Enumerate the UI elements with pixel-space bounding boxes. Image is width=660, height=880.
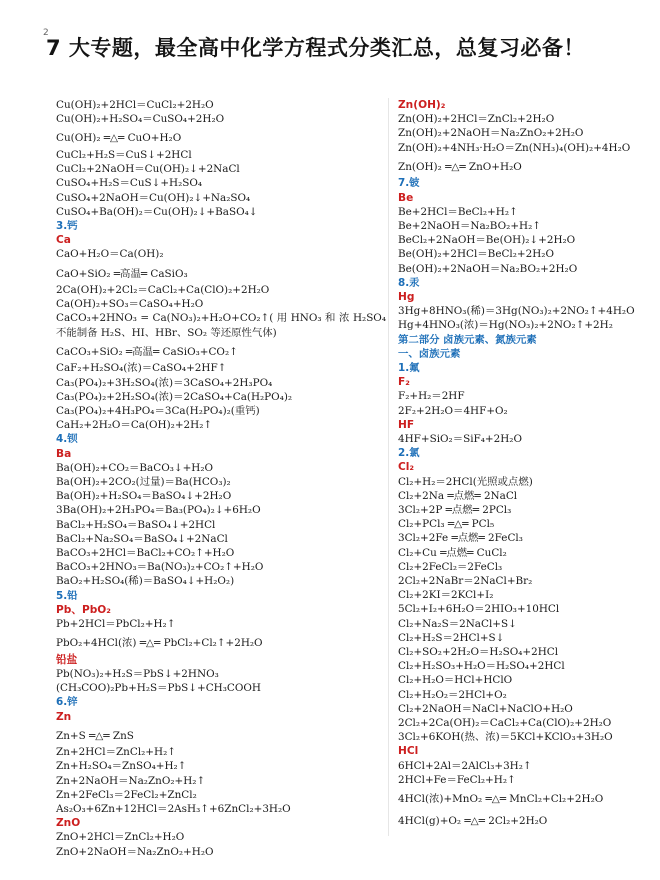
equation-line: BaCl₂+H₂SO₄＝BaSO₄↓+2HCl xyxy=(56,518,216,531)
section-heading: 1.氟 xyxy=(398,361,420,374)
section-heading: 第二部分 卤族元素、氮族元素 xyxy=(398,333,537,346)
equation-line: Cl₂+2FeCl₂＝2FeCl₃ xyxy=(398,560,503,573)
substance-heading: ZnO xyxy=(56,817,81,830)
equation-line: Ca₃(PO₄)₂+2H₂SO₄(浓)＝2CaSO₄+Ca(H₂PO₄)₂ xyxy=(56,390,293,403)
section-heading: 一、卤族元素 xyxy=(398,347,461,360)
left-equation-column xyxy=(56,98,386,859)
section-heading: 6.锌 xyxy=(56,696,78,709)
equation-line: BaCl₂+Na₂SO₄＝BaSO₄↓+2NaCl xyxy=(56,532,228,545)
section-heading: 5.铅 xyxy=(56,589,78,602)
equation-line: 5Cl₂+I₂+6H₂O＝2HIO₃+10HCl xyxy=(398,603,560,616)
page-title: 7 大专题，最全高中化学方程式分类汇总，总复习必备！ xyxy=(46,36,585,60)
equation-line: Cl₂+H₂O₂＝2HCl+O₂ xyxy=(398,688,507,701)
equation-line: Pb+2HCl＝PbCl₂+H₂↑ xyxy=(56,618,176,630)
equation-line: CuCl₂+2NaOH＝Cu(OH)₂↓+2NaCl xyxy=(56,163,240,176)
equation-line: BeCl₂+2NaOH＝Be(OH)₂↓+2H₂O xyxy=(398,234,576,247)
equation-line: CuSO₄+Ba(OH)₂＝Cu(OH)₂↓+BaSO₄↓ xyxy=(56,205,258,218)
substance-heading: 铅盐 xyxy=(56,653,78,666)
substance-heading: Ba xyxy=(56,447,72,460)
equation-line: Be+2NaOH＝Na₂BO₂+H₂↑ xyxy=(398,219,541,232)
equation-line: ZnO+2NaOH＝Na₂ZnO₂+H₂O xyxy=(56,845,214,858)
substance-heading: Ca xyxy=(56,234,71,247)
equation-line: Ba(OH)₂+H₂SO₄＝BaSO₄↓+2H₂O xyxy=(56,490,232,503)
substance-heading: HF xyxy=(398,418,415,431)
equation-line: Be(OH)₂+2HCl＝BeCl₂+2H₂O xyxy=(398,248,554,261)
equation-line: Ca₃(PO₄)₂+3H₂SO₄(浓)＝3CaSO₄+2H₃PO₄ xyxy=(56,376,273,389)
equation-line: CuCl₂+H₂S＝CuS↓+2HCl xyxy=(56,148,192,161)
equation-line: Cl₂+Cu ═点燃═ CuCl₂ xyxy=(398,546,507,559)
equation-line: 2Cl₂+2NaBr＝2NaCl+Br₂ xyxy=(398,575,533,587)
equation-line: Zn+2FeCl₃＝2FeCl₂+ZnCl₂ xyxy=(56,788,197,801)
equation-line: Be+2HCl＝BeCl₂+H₂↑ xyxy=(398,205,518,218)
section-heading: 2.氯 xyxy=(398,447,420,460)
equation-line: 3Cl₂+2Fe ═点燃═ 2FeCl₃ xyxy=(398,532,523,545)
section-heading: 7.铍 xyxy=(398,177,420,190)
equation-line: Cl₂+2Na ═点燃═ 2NaCl xyxy=(398,489,518,502)
equation-line: Cl₂+H₂SO₃+H₂O＝H₂SO₄+2HCl xyxy=(398,660,565,673)
equation-line: CuSO₄+2NaOH＝Cu(OH)₂↓+Na₂SO₄ xyxy=(56,191,251,204)
equation-line: Zn+2HCl＝ZnCl₂+H₂↑ xyxy=(56,746,176,759)
equation-line: F₂+H₂＝2HF xyxy=(398,390,465,403)
equation-line: As₂O₃+6Zn+12HCl＝2AsH₃↑+6ZnCl₂+3H₂O xyxy=(56,803,291,816)
substance-heading: Cl₂ xyxy=(398,461,415,474)
equation-line: Zn(OH)₂ ═△═ ZnO+H₂O xyxy=(398,160,522,173)
equation-line: Zn(OH)₂+4NH₃·H₂O＝Zn(NH₃)₄(OH)₂+4H₂O xyxy=(398,141,631,154)
page-mark: 2 xyxy=(43,28,49,38)
equation-line: CaO+H₂O＝Ca(OH)₂ xyxy=(56,248,164,261)
equation-line: Cl₂+SO₂+2H₂O＝H₂SO₄+2HCl xyxy=(398,646,559,659)
equation-line: Cu(OH)₂ ═△═ CuO+H₂O xyxy=(56,132,182,145)
equation-line: CaCO₃+SiO₂ ═高温═ CaSiO₃+CO₂↑ xyxy=(56,345,238,358)
equation-line: Ca₃(PO₄)₂+4H₃PO₄＝3Ca(H₂PO₄)₂(重钙) xyxy=(56,404,260,417)
equation-line: Zn(OH)₂+2NaOH＝Na₂ZnO₂+2H₂O xyxy=(398,127,584,140)
equation-line: ZnO+2HCl＝ZnCl₂+H₂O xyxy=(56,831,185,844)
column-divider xyxy=(388,98,389,836)
equation-line: 4HF+SiO₂＝SiF₄+2H₂O xyxy=(398,432,522,445)
equation-line: 6HCl+2Al＝2AlCl₃+3H₂↑ xyxy=(398,759,532,772)
equation-line: BaO₂+H₂SO₄(稀)＝BaSO₄↓+H₂O₂) xyxy=(56,575,235,588)
equation-line: Cl₂+H₂＝2HCl(光照或点燃) xyxy=(398,475,533,488)
substance-heading: HCl xyxy=(398,745,419,758)
substance-heading: F₂ xyxy=(398,376,410,389)
equation-line: 4HCl(浓)+MnO₂ ═△═ MnCl₂+Cl₂+2H₂O xyxy=(398,793,604,806)
equation-line: (CH₃COO)₂Pb+H₂S＝PbS↓+CH₃COOH xyxy=(56,682,261,695)
equation-line: 2HCl+Fe＝FeCl₂+H₂↑ xyxy=(398,773,516,786)
right-equation-column xyxy=(398,98,648,830)
equation-line: Cu(OH)₂+2HCl＝CuCl₂+2H₂O xyxy=(56,99,214,111)
equation-line: Zn+S ═△═ ZnS xyxy=(56,729,134,742)
section-heading: 8.汞 xyxy=(398,276,420,289)
equation-line: Cl₂+Na₂S＝2NaCl+S↓ xyxy=(398,617,517,630)
equation-line: BaCO₃+2HCl＝BaCl₂+CO₂↑+H₂O xyxy=(56,546,235,559)
equation-line: Cl₂+2KI＝2KCl+I₂ xyxy=(398,589,494,602)
equation-line: 3Hg+8HNO₃(稀)＝3Hg(NO₃)₂+2NO₂↑+4H₂O xyxy=(398,305,635,318)
equation-line: CuSO₄+H₂S＝CuS↓+H₂SO₄ xyxy=(56,177,203,190)
equation-line: Cl₂+2NaOH＝NaCl+NaClO+H₂O xyxy=(398,702,573,715)
equation-line: Zn+2NaOH＝Na₂ZnO₂+H₂↑ xyxy=(56,774,206,787)
equation-line: Cu(OH)₂+H₂SO₄＝CuSO₄+2H₂O xyxy=(56,113,225,126)
equation-line: Hg+4HNO₃(浓)＝Hg(NO₃)₂+2NO₂↑+2H₂ xyxy=(398,319,613,332)
equation-line: 4HCl(g)+O₂ ═△═ 2Cl₂+2H₂O xyxy=(398,814,548,827)
equation-line: CaO+SiO₂ ═高温═ CaSiO₃ xyxy=(56,267,188,280)
equation-line: Zn(OH)₂+2HCl＝ZnCl₂+2H₂O xyxy=(398,113,555,126)
page-header xyxy=(0,0,660,78)
equation-line: CaCO₃+2HNO₃ = Ca(NO₃)₂+H₂O+CO₂↑( 用 HNO₃ 和 浓 H₂SO₄ 不能制备 H₂S、HI、HBr、SO₂ 等还原性气体) xyxy=(56,312,386,339)
substance-heading: Zn xyxy=(56,710,72,723)
equation-line: Ca(OH)₂+SO₃＝CaSO₄+H₂O xyxy=(56,298,204,311)
section-heading: 4.钡 xyxy=(56,433,78,446)
substance-heading: Zn(OH)₂ xyxy=(398,99,446,111)
equation-line: Cl₂+H₂S＝2HCl+S↓ xyxy=(398,631,505,644)
section-heading: 3.钙 xyxy=(56,219,78,232)
equation-line: BaCO₃+2HNO₃＝Ba(NO₃)₂+CO₂↑+H₂O xyxy=(56,561,264,574)
equation-line: Pb(NO₃)₂+H₂S＝PbS↓+2HNO₃ xyxy=(56,667,219,680)
equation-line: Ba(OH)₂+CO₂＝BaCO₃↓+H₂O xyxy=(56,461,214,474)
equation-line: 2Ca(OH)₂+2Cl₂＝CaCl₂+Ca(ClO)₂+2H₂O xyxy=(56,284,270,297)
equation-line: 2Cl₂+2Ca(OH)₂＝CaCl₂+Ca(ClO)₂+2H₂O xyxy=(398,717,612,730)
equation-line: 3Cl₂+6KOH(热、浓)＝5KCl+KClO₃+3H₂O xyxy=(398,731,613,744)
equation-line: Cl₂+PCl₃ ═△═ PCl₅ xyxy=(398,518,495,531)
substance-heading: Hg xyxy=(398,290,415,303)
equation-line: Ba(OH)₂+2CO₂(过量)＝Ba(HCO₃)₂ xyxy=(56,475,231,488)
equation-line: 3Ba(OH)₂+2H₃PO₄＝Ba₃(PO₄)₂↓+6H₂O xyxy=(56,504,261,517)
equation-line: PbO₂+4HCl(浓) ═△═ PbCl₂+Cl₂↑+2H₂O xyxy=(56,637,263,650)
equation-line: CaH₂+2H₂O＝Ca(OH)₂+2H₂↑ xyxy=(56,419,213,432)
substance-heading: Pb、PbO₂ xyxy=(56,603,111,616)
equation-line: CaF₂+H₂SO₄(浓)＝CaSO₄+2HF↑ xyxy=(56,362,227,375)
equation-line: 3Cl₂+2P ═点燃═ 2PCl₃ xyxy=(398,503,512,516)
equation-line: 2F₂+2H₂O＝4HF+O₂ xyxy=(398,404,508,417)
equation-line: Be(OH)₂+2NaOH＝Na₂BO₂+2H₂O xyxy=(398,262,578,275)
equation-line: Cl₂+H₂O＝HCl+HClO xyxy=(398,674,513,687)
substance-heading: Be xyxy=(398,191,414,204)
equation-line: Zn+H₂SO₄＝ZnSO₄+H₂↑ xyxy=(56,760,187,773)
